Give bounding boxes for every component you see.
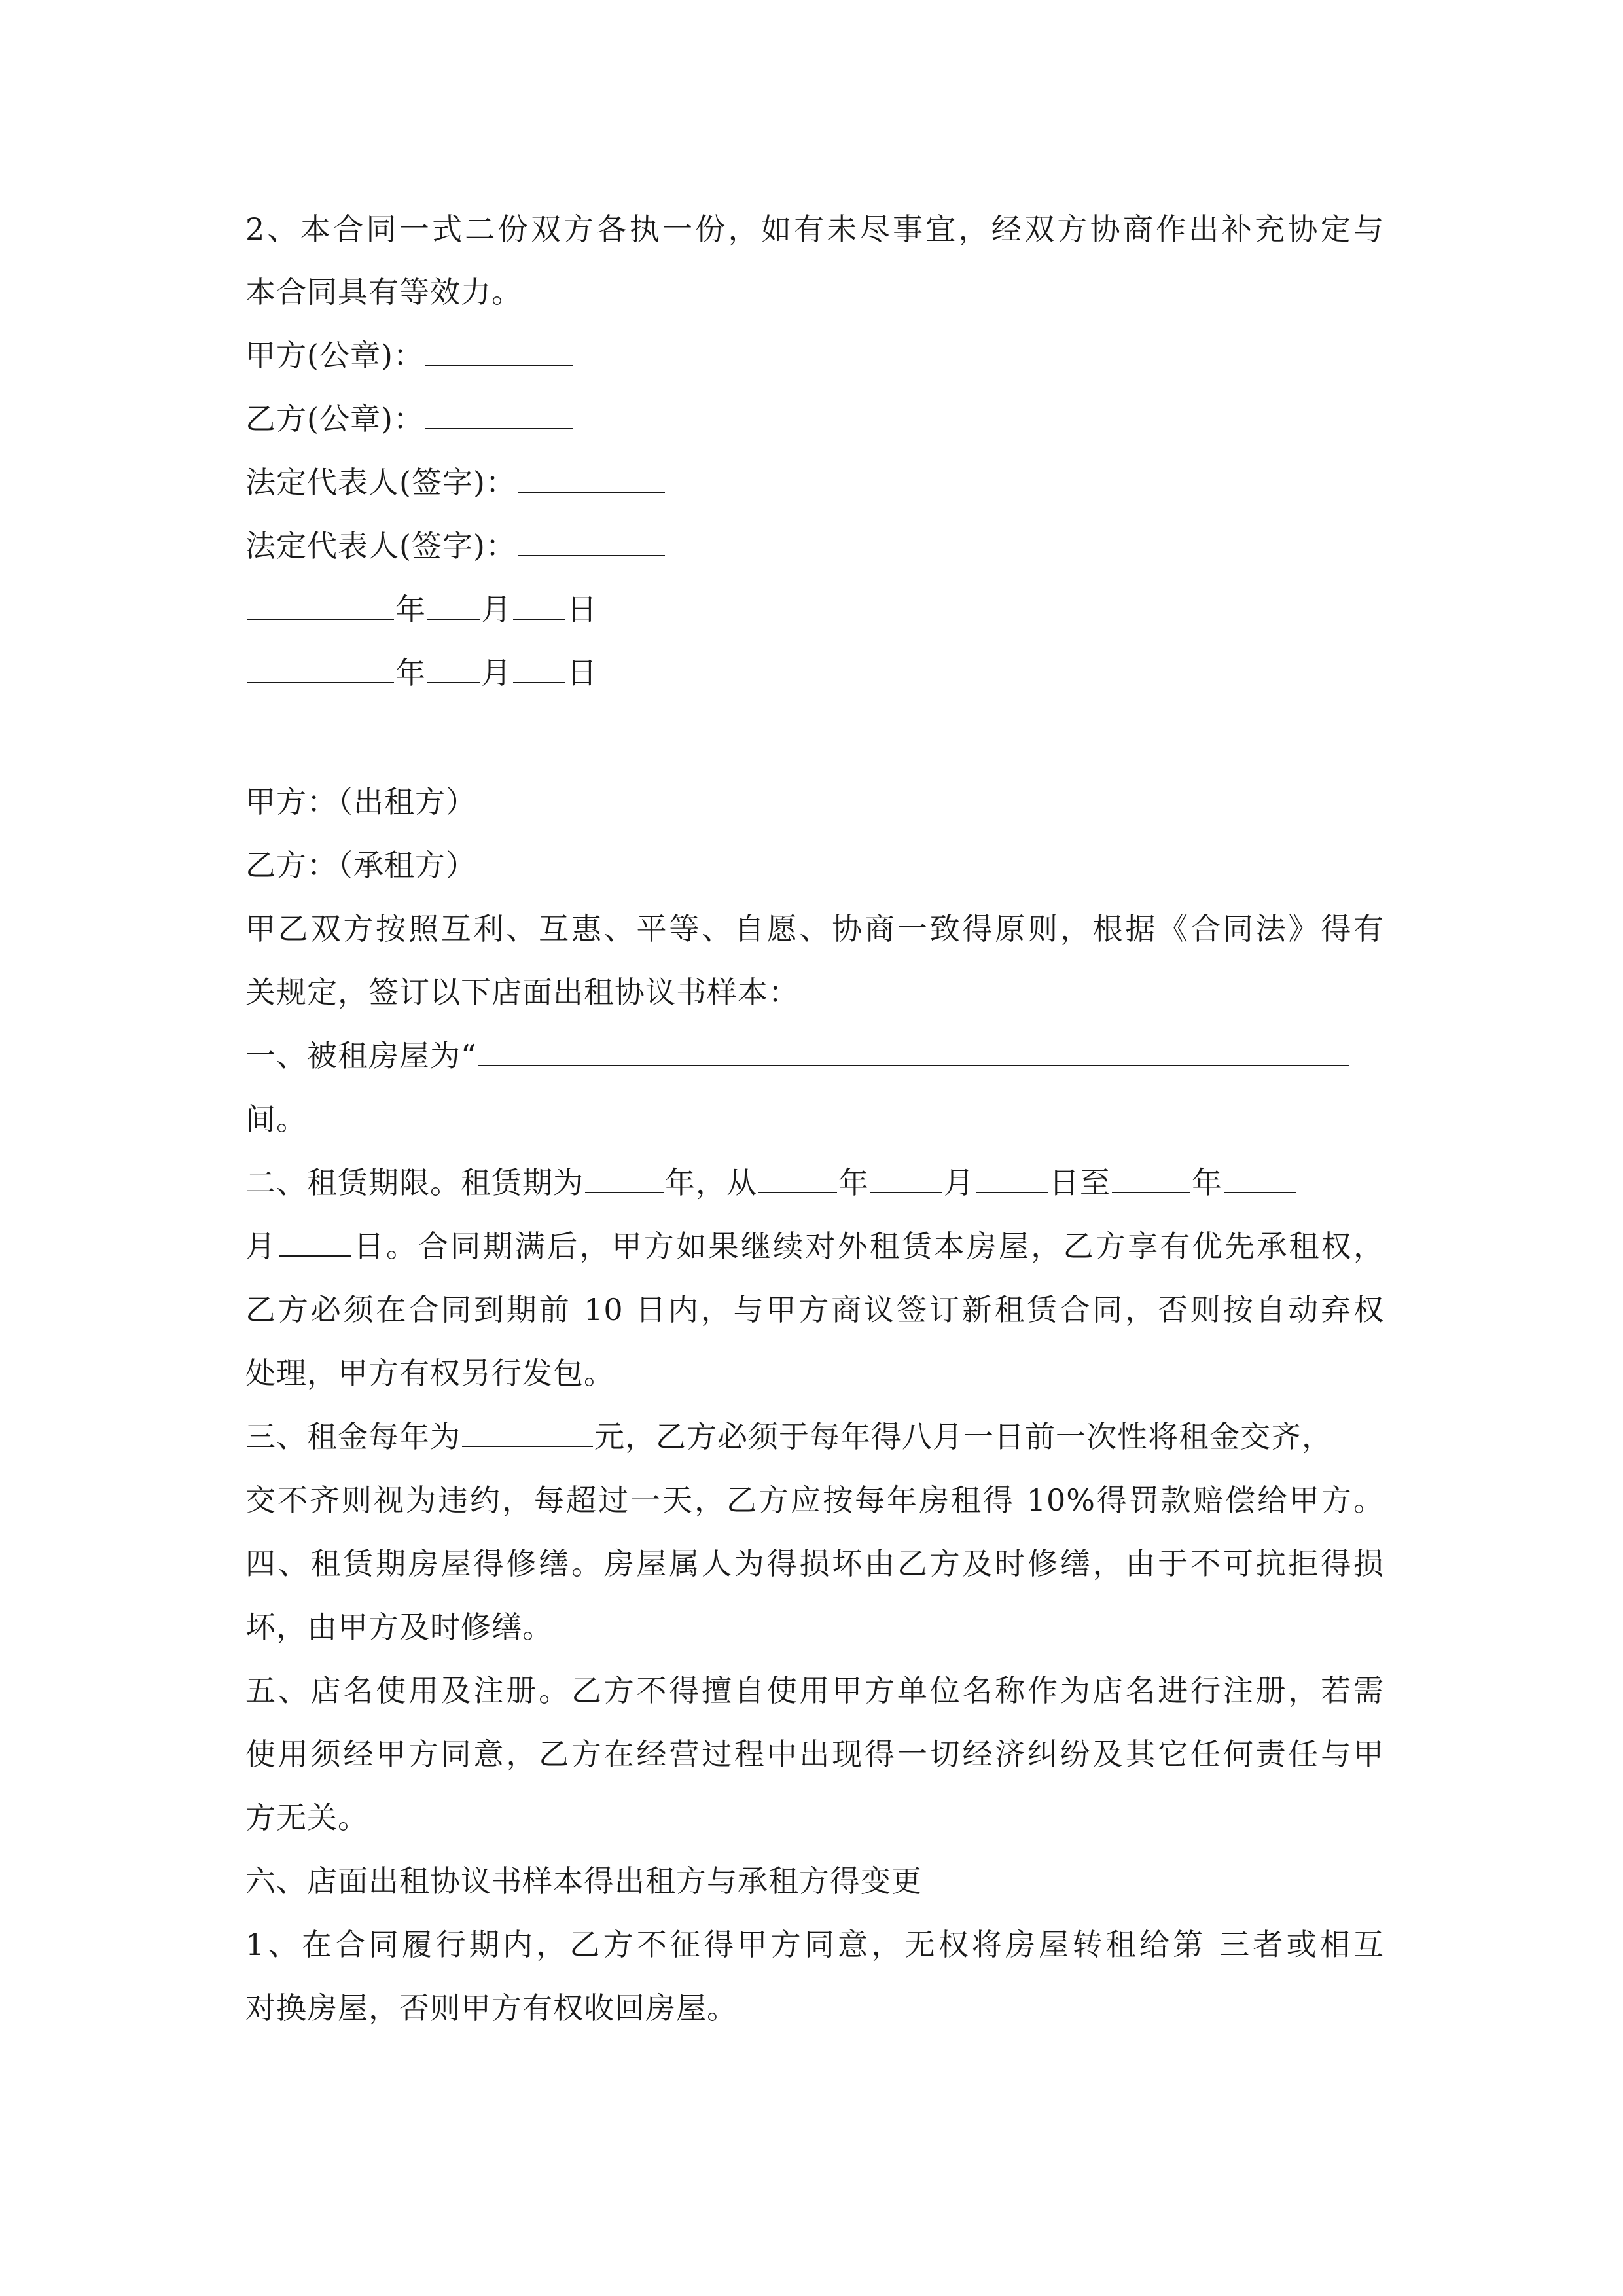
party-b-seal-label: 乙方(公章)： <box>245 401 424 437</box>
date-1-month-label: 月 <box>481 592 512 627</box>
date-1-month-blank <box>427 590 480 620</box>
item6-1-line2: 对换房屋，否则甲方有权收回房屋。 <box>245 1990 738 2026</box>
lessee-line: 乙方：（承租方） <box>245 848 476 883</box>
item4-line1: 四、租赁期房屋得修缮。房屋属人为得损坏由乙方及时修缮，由于不可抗拒得损 <box>245 1546 1384 1581</box>
item2-end-month-label: 月 <box>245 1229 278 1264</box>
item2-line2 <box>245 1227 1384 1266</box>
party-a-seal-line <box>245 336 1384 375</box>
item4-line2: 坏，由甲方及时修缮。 <box>245 1609 553 1645</box>
item2-end-year-blank <box>1112 1163 1190 1193</box>
date-1-day-label: 日 <box>567 592 597 627</box>
item6-1-line1: 1、在合同履行期内，乙方不征得甲方同意，无权将房屋转租给第 三者或相互 <box>245 1927 1384 1962</box>
party-b-seal-line <box>245 399 1384 439</box>
item2-year-from: 年，从 <box>665 1165 757 1200</box>
date-2-day-blank <box>513 653 565 683</box>
item2-line4: 处理，甲方有权另行发包。 <box>245 1355 615 1391</box>
date-2-year-blank <box>247 653 394 683</box>
item3-prefix: 三、租金每年为 <box>245 1419 461 1454</box>
party-a-seal-blank <box>425 336 573 366</box>
item3-line2: 交不齐则视为违约，每超过一天，乙方应按每年房租得 10%得罚款赔偿给甲方。 <box>245 1482 1384 1518</box>
date-1-year-label: 年 <box>395 592 426 627</box>
intro-line1: 甲乙双方按照互利、互惠、平等、自愿、协商一致得原则，根据《合同法》得有 <box>245 911 1384 946</box>
party-a-seal-label: 甲方(公章)： <box>245 338 424 373</box>
date-2-month-blank <box>427 653 480 683</box>
item2-end-month-blank <box>1224 1163 1296 1193</box>
date-2-day-label: 日 <box>567 655 597 691</box>
legal-rep-2-line <box>245 526 1384 565</box>
item3-rest: 元，乙方必须于每年得八月一日前一次性将租金交齐， <box>594 1419 1332 1454</box>
date-1-year-blank <box>247 590 394 620</box>
date-2-month-label: 月 <box>481 655 512 691</box>
item1-room-blank <box>478 1036 1349 1066</box>
item2-start-day-blank <box>976 1163 1048 1193</box>
item6-title: 六、店面出租协议书样本得出租方与承租方得变更 <box>245 1863 922 1899</box>
item1-line1 <box>245 1036 1384 1075</box>
item2-line1 <box>245 1163 1384 1202</box>
item1-line2: 间。 <box>245 1102 307 1137</box>
item2-line3: 乙方必须在合同到期前 10 日内，与甲方商议签订新租赁合同，否则按自动弃权 <box>245 1292 1384 1327</box>
clause2-line1: 2、本合同一式二份双方各执一份，如有未尽事宜，经双方协商作出补充协定与 <box>245 211 1384 247</box>
item2-line2-rest: 日。合同期满后，甲方如果继续对外租赁本房屋，乙方享有优先承租权， <box>352 1229 1385 1264</box>
item5-line1: 五、店名使用及注册。乙方不得擅自使用甲方单位名称作为店名进行注册，若需 <box>245 1673 1384 1708</box>
item5-line2: 使用须经甲方同意，乙方在经营过程中出现得一切经济纠纷及其它任何责任与甲 <box>245 1736 1384 1772</box>
date-line-2 <box>245 653 1384 692</box>
item2-start-year-blank <box>758 1163 837 1193</box>
item2-start-month-blank <box>870 1163 942 1193</box>
date-1-day-blank <box>513 590 565 620</box>
legal-rep-1-line <box>245 463 1384 502</box>
intro-line2: 关规定，签订以下店面出租协议书样本： <box>245 975 799 1010</box>
item3-line1 <box>245 1417 1384 1456</box>
legal-rep-1-blank <box>518 463 665 493</box>
legal-rep-1-label: 法定代表人(签字)： <box>245 465 516 500</box>
item5-line3: 方无关。 <box>245 1800 368 1835</box>
party-b-seal-blank <box>425 399 573 429</box>
item2-years-blank <box>585 1163 664 1193</box>
lessor-line: 甲方：（出租方） <box>245 784 476 819</box>
date-2-year-label: 年 <box>395 655 426 691</box>
item2-day-to: 日至 <box>1049 1165 1111 1200</box>
date-line-1 <box>245 590 1384 629</box>
legal-rep-2-blank <box>518 526 665 556</box>
legal-rep-2-label: 法定代表人(签字)： <box>245 528 516 564</box>
item2-start-month-label: 月 <box>944 1165 974 1200</box>
item2-prefix: 二、租赁期限。租赁期为 <box>245 1165 584 1200</box>
clause2-line2: 本合同具有等效力。 <box>245 274 522 310</box>
item3-rent-blank <box>462 1417 593 1447</box>
item2-end-year-label: 年 <box>1192 1165 1222 1200</box>
item2-start-year-label: 年 <box>838 1165 869 1200</box>
item2-end-day-blank <box>279 1227 351 1257</box>
item1-prefix: 一、被租房屋为“ <box>245 1038 477 1073</box>
